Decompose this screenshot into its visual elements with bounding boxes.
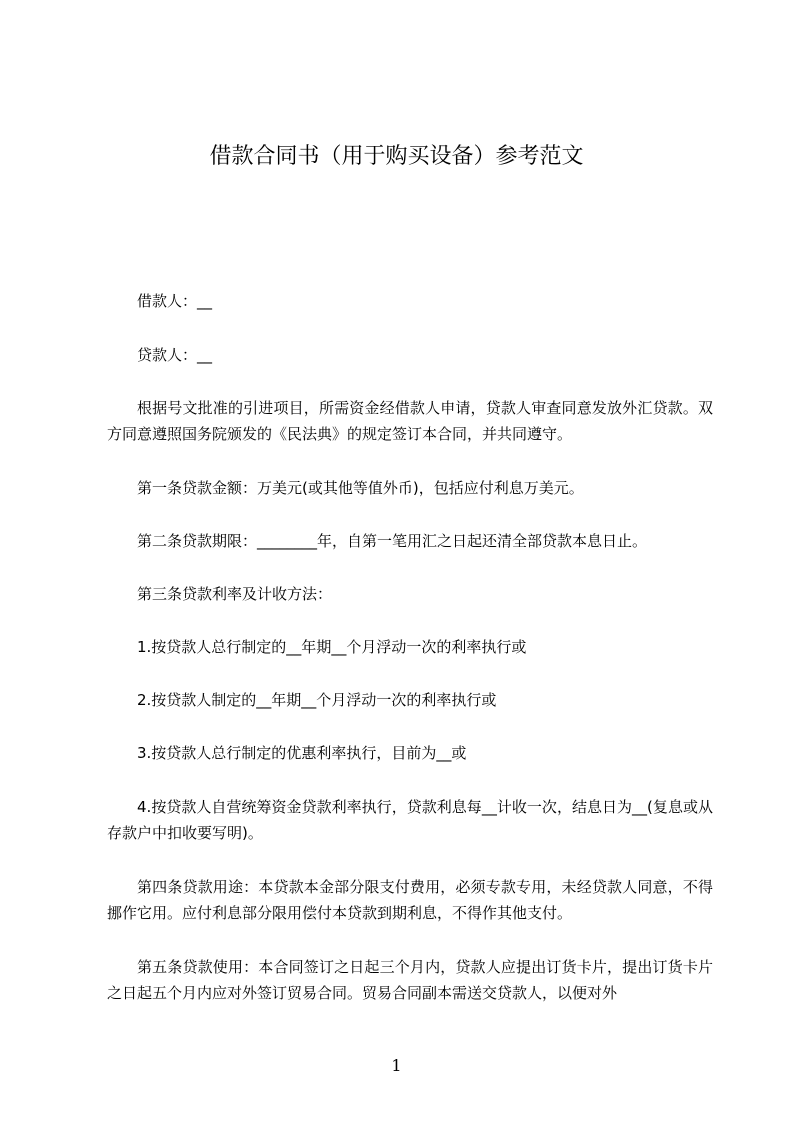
- article-2-loan-term: 第二条贷款期限：________年，自第一笔用汇之日起还清全部贷款本息日止。: [137, 532, 648, 550]
- lender-line: 贷款人：__: [137, 346, 213, 364]
- interest-option-2: 2.按贷款人制定的__年期__个月浮动一次的利率执行或: [137, 691, 497, 709]
- page-number: 1: [391, 1056, 402, 1075]
- article-4-loan-purpose: 第四条贷款用途：本贷款本金部分限支付费用，必须专款专用，未经贷款人同意，不得挪作它用。应付利息部分限用偿付本贷款到期利息，不得作其他支付。: [107, 878, 713, 922]
- preamble-paragraph: 根据号文批准的引进项目，所需资金经借款人申请，贷款人审查同意发放外汇贷款。双方同意遵照国务院颁发的《民法典》的规定签订本合同，并共同遵守。: [107, 399, 713, 443]
- interest-option-1: 1.按贷款人总行制定的__年期__个月浮动一次的利率执行或: [137, 638, 527, 656]
- document-title: 借款合同书（用于购买设备）参考范文: [209, 144, 584, 169]
- article-1-loan-amount: 第一条贷款金额：万美元(或其他等值外币)，包括应付利息万美元。: [137, 479, 584, 497]
- article-5-loan-use: 第五条贷款使用：本合同签订之日起三个月内，贷款人应提出订货卡片，提出订货卡片之日起五个月内应对外签订贸易合同。贸易合同副本需送交贷款人，以便对外: [107, 958, 713, 1002]
- interest-option-4: 4.按贷款人自营统筹资金贷款利率执行，贷款利息每__计收一次，结息日为__(复息或从存款户中扣收要写明)。: [107, 798, 713, 842]
- borrower-line: 借款人：__: [137, 292, 213, 310]
- article-3-interest-rate: 第三条贷款利率及计收方法：: [137, 585, 333, 603]
- interest-option-3: 3.按贷款人总行制定的优惠利率执行，目前为__或: [137, 744, 467, 762]
